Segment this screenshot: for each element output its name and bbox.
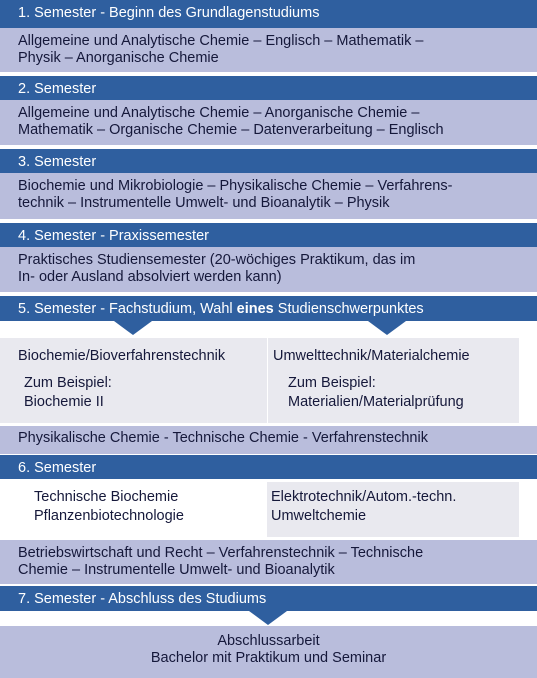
right-track-arrow bbox=[368, 321, 406, 335]
semester-5-common bbox=[0, 426, 537, 454]
semester-2-line2: Mathematik – Organische Chemie – Datenverarbeitung – Englisch bbox=[18, 122, 444, 138]
semester-7-title: 7. Semester - Abschluss des Studiums bbox=[18, 591, 267, 607]
semester-6-right-line1: Elektrotechnik/Autom.-techn. bbox=[271, 489, 457, 505]
semester-7-content bbox=[0, 626, 537, 678]
semester-6-title: 6. Semester bbox=[18, 460, 97, 476]
semester-7-line2: Bachelor mit Praktikum und Seminar bbox=[150, 650, 387, 666]
semester-1-line1: Allgemeine und Analytische Chemie – Englisch – Mathematik – bbox=[18, 33, 424, 49]
semester-5-title-emphasis: eines bbox=[236, 301, 274, 317]
semester-1-content bbox=[0, 28, 537, 72]
semester-3-title: 3. Semester bbox=[18, 154, 97, 170]
semester-6-header bbox=[0, 455, 537, 479]
track-left-title: Biochemie/Bioverfahrenstechnik bbox=[18, 348, 226, 364]
track-right-example: Materialien/Materialprüfung bbox=[288, 394, 464, 410]
semester-7-header bbox=[0, 586, 537, 611]
semester-6-left-track bbox=[16, 482, 267, 537]
semester-6-left-line2: Pflanzenbiotechnologie bbox=[34, 508, 184, 524]
semester-4-line2: In- oder Ausland absolviert werden kann) bbox=[18, 269, 282, 285]
track-left-example: Biochemie II bbox=[24, 394, 104, 410]
semester-1-line2: Physik – Anorganische Chemie bbox=[18, 50, 219, 66]
semester-3-line1: Biochemie und Mikrobiologie – Physikalische Chemie – Verfahrens- bbox=[18, 178, 453, 194]
semester-6-common bbox=[0, 540, 537, 584]
semester-2-line1: Allgemeine und Analytische Chemie – Anorganische Chemie – bbox=[18, 105, 420, 121]
semester-7-line1: Abschlussarbeit bbox=[217, 633, 320, 649]
track-right-material bbox=[268, 338, 519, 423]
left-track-arrow bbox=[114, 321, 152, 335]
semester-6-right-line2: Umweltchemie bbox=[271, 508, 367, 524]
semester-1-header bbox=[0, 0, 537, 28]
semester-3-header bbox=[0, 149, 537, 173]
semester-2-content bbox=[0, 100, 537, 145]
semester-5-common-text: Physikalische Chemie - Technische Chemie - Verfahrenstechnik bbox=[18, 430, 428, 446]
semester-5-title-post: Studienschwerpunktes bbox=[273, 301, 424, 317]
semester-5-title-pre: 5. Semester - Fachstudium, Wahl bbox=[18, 301, 237, 317]
semester-6-common-line1: Betriebswirtschaft und Recht – Verfahrenstechnik – Technische bbox=[18, 545, 424, 561]
semester-6-common-line2: Chemie – Instrumentelle Umwelt- und Bioanalytik bbox=[18, 562, 335, 578]
semester-5-header bbox=[0, 296, 537, 321]
semester-4-line1: Praktisches Studiensemester (20-wöchiges Praktikum, das im bbox=[18, 252, 416, 268]
semester-4-content bbox=[0, 247, 537, 292]
semester-2-header bbox=[0, 76, 537, 100]
semester-3-line2: technik – Instrumentelle Umwelt- und Bioanalytik – Physik bbox=[18, 195, 390, 211]
semester-4-title: 4. Semester - Praxissemester bbox=[18, 228, 209, 244]
track-right-example-label: Zum Beispiel: bbox=[288, 375, 376, 391]
track-left-example-label: Zum Beispiel: bbox=[24, 375, 112, 391]
semester-1-title: 1. Semester - Beginn des Grundlagenstudiums bbox=[18, 5, 320, 21]
semester-3-content bbox=[0, 173, 537, 219]
track-left-biotech bbox=[0, 338, 267, 423]
final-arrow bbox=[249, 611, 287, 625]
semester-6-right-track bbox=[267, 482, 519, 537]
semester-6-left-line1: Technische Biochemie bbox=[34, 489, 179, 505]
semester-4-header bbox=[0, 223, 537, 247]
track-right-title: Umwelttechnik/Materialchemie bbox=[273, 348, 470, 364]
semester-2-title: 2. Semester bbox=[18, 81, 97, 97]
